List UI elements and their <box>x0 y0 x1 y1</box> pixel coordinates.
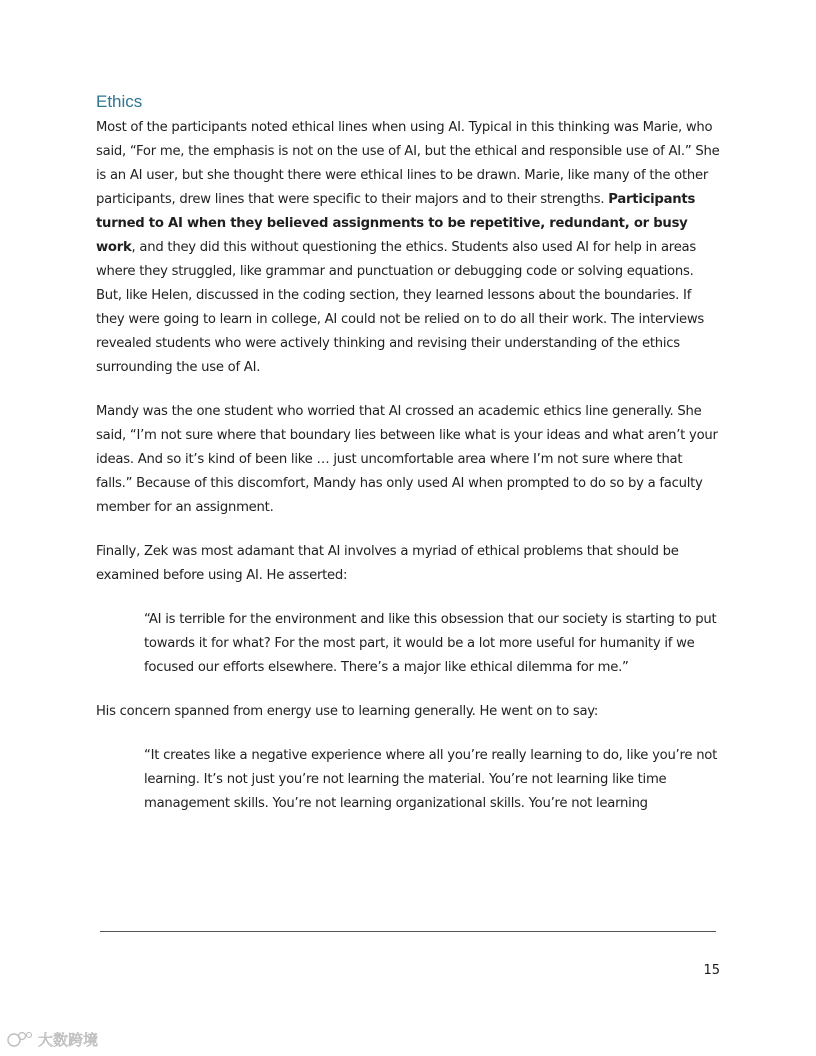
section-heading: Ethics <box>96 92 143 111</box>
bold-finding: Participants turned to AI when they believed assignments to be repetitive, redundant, or busy work <box>96 192 696 255</box>
watermark-icon <box>6 1027 110 1051</box>
paragraph-marie-start: Most of the participants noted ethical lines when using AI. Typical in this thinking was Marie, who said, “For me, the emphasis is not on the use of AI, but the ethical and responsible use of AI.” She is an AI user, but she thought there were ethical lines to be drawn. Marie, like many of the other participants, drew lines that were specific to their majors and to their strengths. <box>96 120 720 207</box>
watermark-text: 大数跨境 <box>38 1031 99 1049</box>
paragraph-marie <box>96 116 720 380</box>
paragraph-marie-end: , and they did this without questioning the ethics. Students also used AI for help in areas where they struggled, like grammar and punctuation or debugging code or solving equations. But, like Helen, discussed in the coding section, they learned lessons about the boundaries. If they were going to learn in college, AI could not be relied on to do all their work. The interviews revealed students who were actively thinking and revising their understanding of the ethics surrounding the use of AI. <box>96 240 705 375</box>
document-body <box>96 92 720 836</box>
paragraph-zek-intro: Finally, Zek was most adamant that AI involves a myriad of ethical problems that should be examined before using AI. He asserted: <box>96 544 679 583</box>
block-quote-environment: “AI is terrible for the environment and like this obsession that our society is starting to put towards it for what? For the most part, it would be a lot more useful for humanity if we focused our efforts elsewhere. There’s a major like ethical dilemma for me.” <box>144 612 717 675</box>
page-number: 15 <box>703 963 720 978</box>
paragraph-concern: His concern spanned from energy use to learning generally. He went on to say: <box>96 704 599 719</box>
footer-divider <box>100 931 716 932</box>
watermark-logo <box>6 1026 110 1052</box>
block-quote-learning: “It creates like a negative experience where all you’re really learning to do, like you’re not learning. It’s not just you’re not learning the material. You’re not learning like time management skills. You’re not learning organizational skills. You’re not learning <box>144 748 718 811</box>
paragraph-mandy: Mandy was the one student who worried that AI crossed an academic ethics line generally. She said, “I’m not sure where that boundary lies between like what is your ideas and what aren’t your ideas. And so it’s kind of been like … just uncomfortable area where I’m not sure where that falls.” Because of this discomfort, Mandy has only used AI when prompted to do so by a faculty member for an assignment. <box>96 404 718 515</box>
